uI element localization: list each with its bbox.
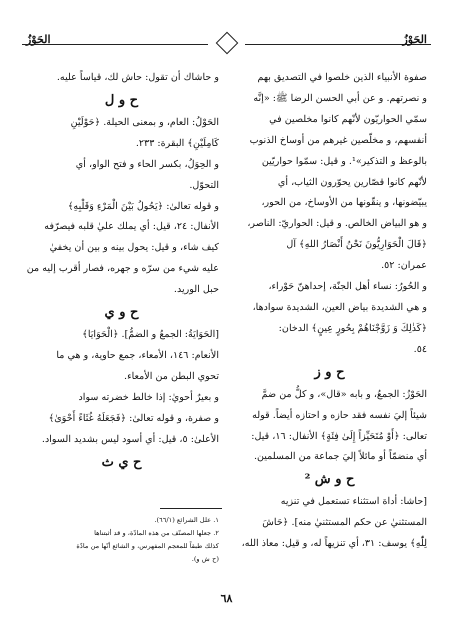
entry-heading: ح و ش ²: [304, 472, 355, 488]
footnote: ٢. جعلها المصنّف من هذه المادّة، و قد أثبتناها: [94, 529, 219, 537]
text-line: تعالى: ﴿أَوْ مُتَحَيِّزاً إِلَىٰ فِئَةٍ﴾ الأنفال: ١٦، قيل:: [251, 430, 427, 442]
page-header: [22, 30, 431, 54]
text-line: لِلّٰهِ﴾ يوسف: ٣١، أي تنزيهاً له، و قيل: معاذ الله،: [241, 538, 427, 550]
text-line: و قوله تعالىٰ: ﴿يَحُولُ بَيْنَ الْمَرْءِ وَقَلْبِهِ﴾: [67, 200, 219, 212]
text-line: عمران: ٥٢.: [381, 260, 427, 272]
text-line: عليه شيء من سرّه و جهره، فصار أقرب إليه من: [26, 263, 219, 275]
entry-heading: ح و ل: [104, 92, 139, 108]
entry-heading: ح ي ث: [101, 454, 142, 470]
right-column: [232, 68, 427, 555]
text-line: و الحِوَلُ، بكسر الحاء و فتح الواو، أي: [75, 158, 219, 170]
text-line: الحَوْلُ: العام، و بمعنى الحيلة. ﴿حَوْلَيْنِ: [70, 116, 219, 128]
text-line: الأنعام: ١٤٦، الأمعاء، جمع حاوية، و هي ما: [56, 349, 219, 361]
text-line: صفوة الأنبياء الذين خلصوا في التصديق بهم: [257, 72, 427, 83]
text-line: المستثنيٰ عن حكم المستثنيٰ منه]. ﴿حَاشَ: [262, 517, 427, 529]
text-line: أي منضمّاً أو مائلاً إليَ جماعة من المسلمين.: [253, 451, 427, 463]
footnote: كذلك طبقاً للمعجم المفهرس، و الشائع أنّها من مادّة: [76, 542, 219, 550]
text-line: [حاشا: أداة استثناء تستعمل في تنزيه: [280, 496, 427, 508]
text-line: و هي الشديدة بياض العين، الشديدة سوادها،: [252, 301, 427, 313]
text-line: تحوي البطن من الأمعاء.: [124, 370, 219, 382]
text-line: ٥٤.: [413, 343, 427, 355]
text-line: و بعيرٌ أحويٰ: إذا خالط خضرته سواد: [78, 391, 219, 403]
header-right-word: الحَوْزُ: [402, 33, 427, 46]
diamond-ornament-icon: [215, 32, 238, 55]
text-line: الأعلىٰ: ٥، قيل: أي أسود ليس بشديد السواد.: [41, 433, 219, 445]
text-line: و صفرة، و قوله تعالىٰ: ﴿فَجَعَلَهُ غُثَاءً أَحْوَىٰ﴾: [48, 412, 219, 424]
text-line: و نصرتهم. و عن أبي الحسن الرضا ﷺ: «إنَّه: [253, 92, 427, 104]
text-line: كَامِلَيْنِ﴾ البقرة: ٢٣٣.: [135, 137, 219, 149]
header-rule-left: [22, 44, 208, 45]
header-left-word: الحَوْزُ: [26, 33, 51, 46]
text-line: يبيّضونها، و ينقّونها من الأوساخ، من الحور،: [261, 197, 427, 209]
text-line: الحَوْزُ: الجمعُ، و بابه «قال»، و كلُّ من ضمَّ: [261, 388, 427, 400]
footnotes: [24, 514, 219, 566]
entry-heading: ح و ي: [104, 305, 139, 321]
text-line: و هو البياض الخالص. و قيل: الحواريّ: الناصر،: [247, 218, 427, 230]
text-line: ﴿قَالَ الْحَوَارِيُّونَ نَحْنُ أَنْصَارُ اللهِ﴾ آل: [286, 239, 427, 251]
text-line: أنفسهم، و مخلّصين غيرهم من أوساخ الذنوب: [249, 134, 427, 146]
left-column: [24, 68, 219, 475]
text-line: الأنفال: ٢٤، قيل: أي يملك عليٰ قلبه فيصرّفه: [44, 221, 219, 233]
text-line: شيئاً إليَ نفسه فقد حازه و احتازه أيضاً. قوله: [252, 409, 427, 421]
text-line: سمّي الحواريّون لأنّهم كانوا مخلصين في: [269, 113, 427, 125]
text-line: و حاشاك أن تقول: حاش لك، قياساً عليه.: [56, 72, 219, 83]
text-line: لأنّهم كانوا قصّارين يحوّرون الثياب، أي: [277, 176, 427, 188]
entry-heading: ح و ز: [314, 364, 345, 380]
text-line: بالوعظ و التذكير»¹. و قيل: سمّوا حواريّين: [261, 155, 427, 167]
footnote-divider: [160, 508, 222, 509]
text-line: كيف شاء، و قيل: يحول بينه و بين أن يخفيٰ: [49, 242, 219, 254]
text-line: ﴿كَذٰلِكَ وَ زَوَّجْنَاهُمْ بِحُورٍ عِينٍ﴾ الدخان:: [278, 322, 427, 334]
footnote: (ح ش و).: [191, 555, 219, 563]
footnote: ١. علل الشرائع (٦٦/١).: [154, 516, 219, 524]
text-line: التحوّل.: [189, 179, 219, 191]
page-number: ٦٨: [220, 592, 233, 605]
text-line: [الحَوَايَةُ: الجمعُ و الضمُّ]. ﴿الْحَوَايَا﴾: [82, 329, 219, 341]
text-line: حبل الوريد.: [173, 284, 219, 296]
text-line: و الحُورُ: نساء أهل الجنّة، إحداهنّ حَوْراء،: [268, 281, 427, 293]
